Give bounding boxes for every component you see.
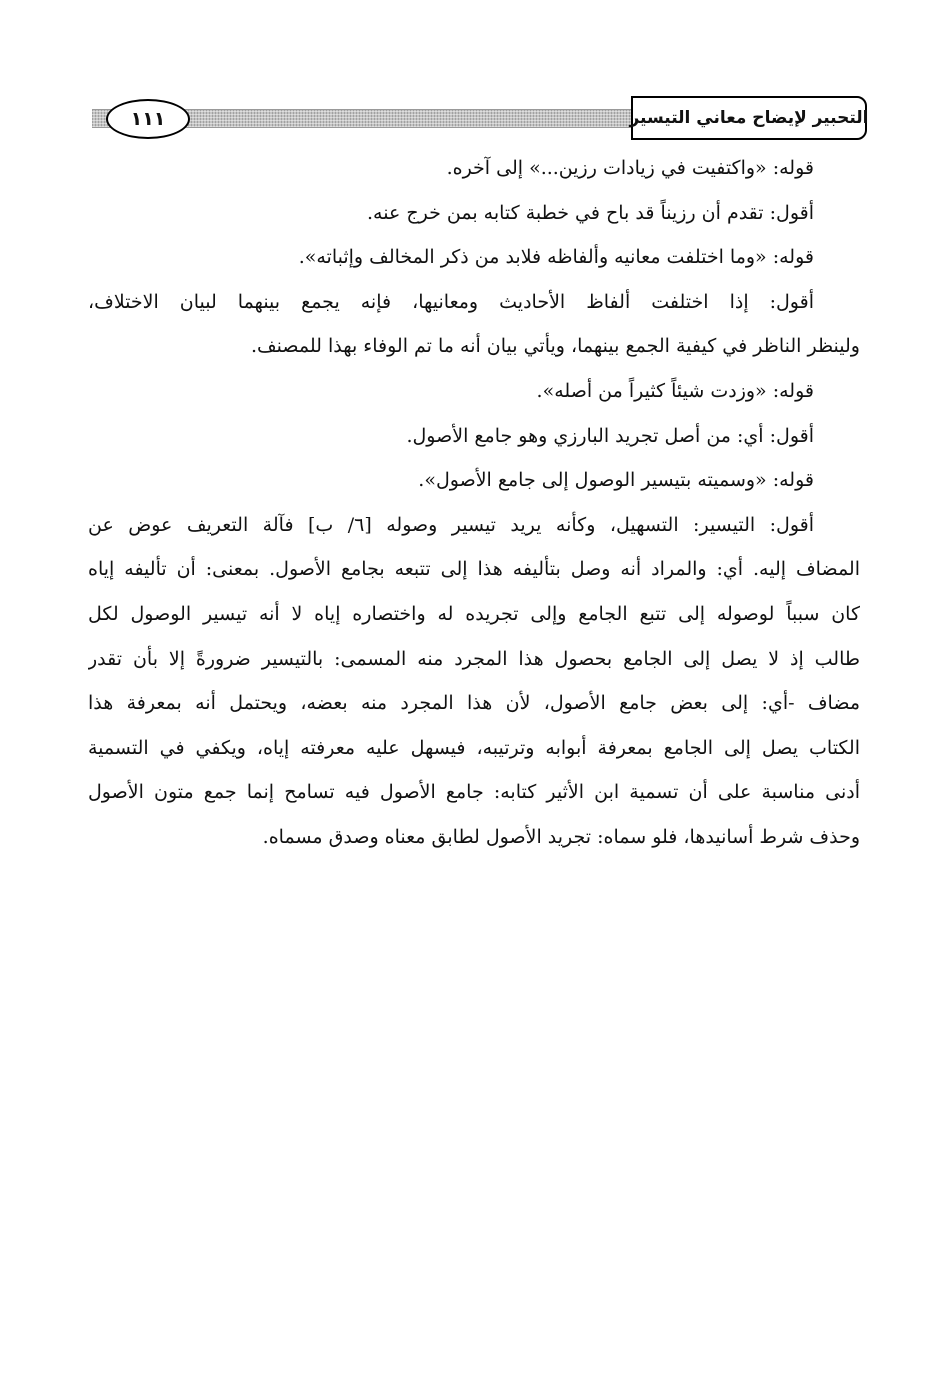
text-line-8: قوله: «وسميته بتيسير الوصول إلى جامع الأصول». [418,469,814,492]
text-line-10: المضاف إليه. أي: والمراد أنه وصل بتأليفه هذا إلى تتبعه بجامع الأصول. بمعنى: أن تأليفه إياه [88,558,860,581]
page-number: ١١١ [106,99,190,139]
text-line-3: قوله: «وما اختلفت معانيه وألفاظه فلابد من ذكر المخالف وإثباته». [298,246,814,269]
body-text [88,146,860,860]
text-line-2: أقول: تقدم أن رزيناً قد باح في خطبة كتابه بمن خرج عنه. [367,201,814,224]
text-line-14: الكتاب يصل إلى الجامع بمعرفة أبوابه وترتيبه، فيسهل عليه معرفته إياه، ويكفي في التسمية [88,736,860,759]
text-line-5: ولينظر الناظر في كيفية الجمع بينهما، ويأتي بيان أنه ما تم الوفاء بهذا للمصنف. [250,335,860,358]
book-title: التحبير لإيضاح معاني التيسير [631,96,867,140]
running-header [92,96,867,142]
text-line-1: قوله: «واكتفيت في زيادات رزين...» إلى آخره. [446,157,814,179]
text-line-16: وحذف شرط أسانيدها، فلو سماه: تجريد الأصول لطابق معناه وصدق مسماه. [262,825,860,848]
text-line-9: أقول: التيسير: التسهيل، وكأنه يريد تيسير وصوله [٦/ ب] فآلة التعريف عوض عن [88,513,814,536]
text-line-15: أدنى مناسبة على أن تسمية ابن الأثير كتابه: جامع الأصول فيه تسامح إنما جمع متون الأصول [88,781,860,804]
text-line-11: كان سبباً لوصوله إلى تتبع الجامع وإلى تجريده له واختصاره إياه لا أنه تيسير الوصول لكل [88,602,860,625]
text-line-6: قوله: «وزدت شيئاً كثيراً من أصله». [536,379,814,402]
text-line-12: طالب إذ لا يصل إلى الجامع بحصول هذا المجرد منه المسمى: بالتيسير ضرورةً إلا بأن تقدر [88,647,860,670]
text-line-13: مضاف -أي: إلى بعض جامع الأصول، لأن هذا المجرد منه بعضه، ويحتمل أنه بمعرفة هذا [88,692,860,715]
text-line-4: أقول: إذا اختلفت ألفاظ الأحاديث ومعانيها، فإنه يجمع بينهما لبيان الاختلاف، [88,290,814,313]
text-line-7: أقول: أي: من أصل تجريد البارزي وهو جامع الأصول. [406,424,814,447]
